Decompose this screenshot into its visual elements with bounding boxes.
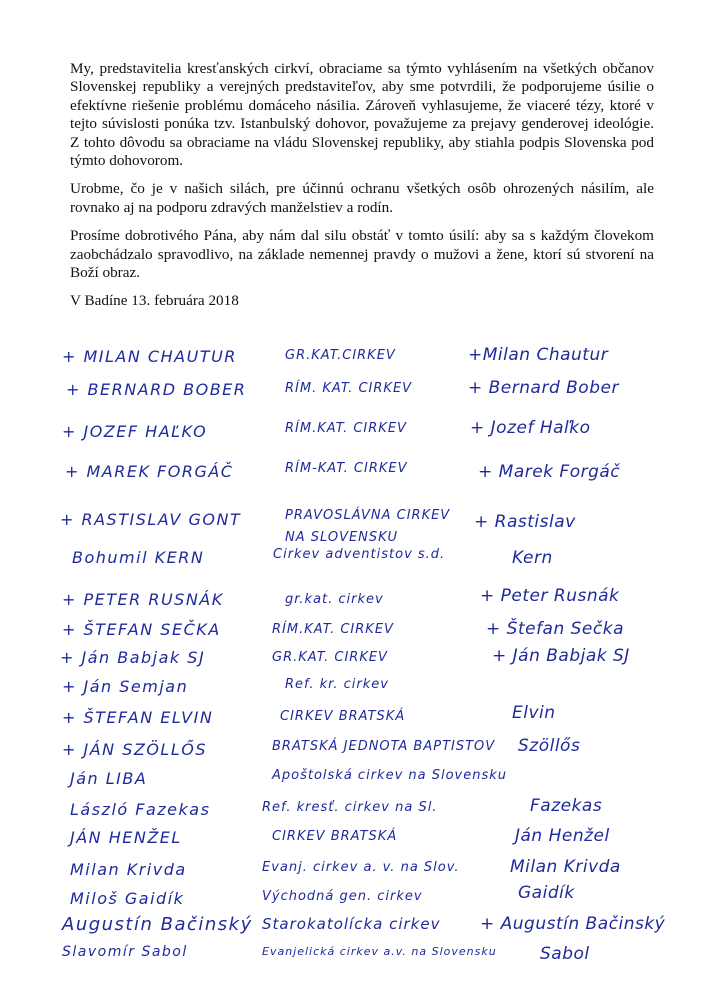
signatory-church: PRAVOSLÁVNA CIRKEV NA SLOVENSKU [285,508,451,545]
signatory-church: GR.KAT.CIRKEV [285,348,396,363]
signatory-church: CIRKEV BRATSKÁ [272,829,398,844]
signatory-name: + BERNARD BOBER [66,380,247,399]
signatory-signature: + Augustín Bačinský [480,914,666,934]
signatory-church: RÍM.KAT. CIRKEV [285,421,407,436]
signatory-signature: Kern [512,548,553,568]
signatory-church: Cirkev adventistov s.d. [273,547,446,562]
signatory-name: + MILAN CHAUTUR [62,347,237,366]
paragraph-1: My, predstavitelia kresťanských cirkví, obraciame sa týmto vyhlásením na všetkých občanov Slovenskej republiky a verejných predstaviteľov, aby sme potvrdili, že podporujeme úsilie o efektívne riešenie problému domáceho násilia. Zároveň vyhlasujeme, že viaceré tézy, ktoré v tejto súvislosti ponúka tzv. Istanbulský dohovor, považujeme za prejavy genderovej ideológie. Z tohto dôvodu sa obraciame na vládu Slovenskej republiky, aby stiahla podpis Slovenska pod týmto dohovorom. [70,60,654,170]
signatory-church: Apoštolská cirkev na Slovensku [272,768,508,783]
signatory-name: + JÁN SZÖLLŐS [62,740,207,759]
place-date: V Badíne 13. februára 2018 [70,292,239,310]
signatory-name: + ŠTEFAN ELVIN [62,708,214,727]
signatory-name: Milan Krivda [70,860,187,879]
signatory-signature: Milan Krivda [510,857,621,877]
signatory-church: RÍM. KAT. CIRKEV [285,381,413,396]
signatory-church: Východná gen. cirkev [262,889,423,904]
signatory-church: GR.KAT. CIRKEV [272,650,388,665]
paragraph-3: Prosíme dobrotivého Pána, aby nám dal silu obstáť v tomto úsilí: aby sa s každým človekom zaobchádzalo spravodlivo, na základe nemennej pravdy o mužovi a žene, ktorí sú stvorení na Boží obraz. [70,227,654,282]
signatory-church: CIRKEV BRATSKÁ [280,709,406,724]
signatory-church: Starokatolícka cirkev [262,915,441,933]
signatory-name: + RASTISLAV GONT [60,510,242,529]
signatory-name: JÁN HENŽEL [70,828,182,847]
signatory-signature: + Bernard Bober [468,378,619,398]
signatory-name: + Ján Babjak SJ [60,648,206,667]
signatory-name: Slavomír Sabol [62,944,188,960]
signatory-name: László Fazekas [70,800,211,819]
signatory-signature: + Peter Rusnák [480,586,620,606]
signatory-signature: + Ján Babjak SJ [492,646,630,666]
signatory-name: + Ján Semjan [62,677,189,696]
signatory-signature: + Jozef Haľko [470,418,591,438]
signatory-church: BRATSKÁ JEDNOTA BAPTISTOV [272,739,496,754]
signatory-name: Bohumil KERN [72,548,205,567]
signatory-name: + ŠTEFAN SEČKA [62,620,221,639]
signatory-church: RÍM.KAT. CIRKEV [272,622,394,637]
signatory-church: Evanjelická cirkev a.v. na Slovensku [262,945,497,958]
signatory-signature: +Milan Chautur [468,345,609,365]
signatory-church: Evanj. cirkev a. v. na Slov. [262,860,460,875]
signatory-signature: + Marek Forgáč [478,462,621,482]
signatory-signature: Elvin [512,703,556,723]
signatory-signature: Sabol [540,944,590,964]
signatory-signature: Szöllős [518,736,581,756]
signatory-church: RÍM-KAT. CIRKEV [285,461,408,476]
signatory-signature: Ján Henžel [515,826,610,846]
signatory-name: + MAREK FORGÁČ [65,462,234,481]
signatory-name: Miloš Gaidík [70,889,185,908]
signatory-church: Ref. kr. cirkev [285,677,389,692]
signatory-signature: Gaidík [518,883,575,903]
signatory-church: Ref. kresť. cirkev na Sl. [262,800,438,815]
signatory-name: + JOZEF HAĽKO [62,422,208,441]
signatory-signature: Fazekas [530,796,603,816]
signatory-church: gr.kat. cirkev [285,592,384,607]
signatory-signature: + Štefan Sečka [486,619,625,639]
signatory-signature: + Rastislav [474,512,576,532]
paragraph-2: Urobme, čo je v našich silách, pre účinnú ochranu všetkých osôb ohrozených násilím, ale rovnako aj na podporu zdravých manželstiev a rodín. [70,180,654,216]
signatory-name: Ján LIBA [70,769,148,788]
signatory-name: Augustín Bačinský [62,914,253,935]
signatory-name: + PETER RUSNÁK [62,590,224,609]
